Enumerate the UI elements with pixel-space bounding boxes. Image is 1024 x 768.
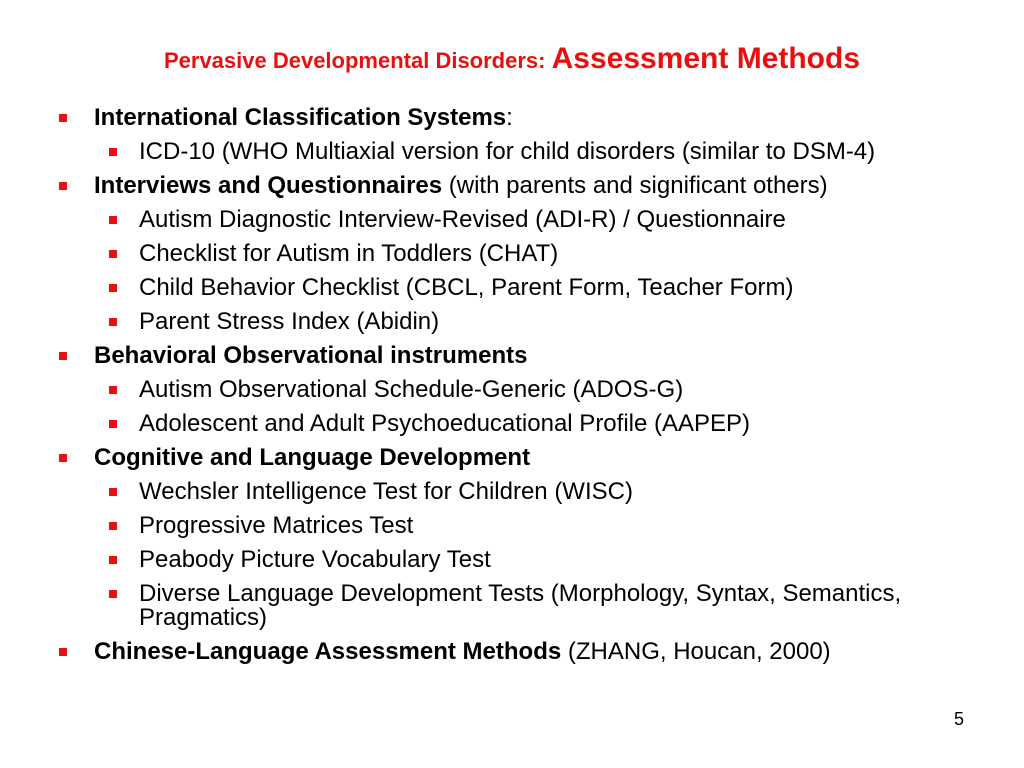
list-item-text: Progressive Matrices Test [139,512,414,539]
list-item [0,271,1024,305]
square-bullet-icon [59,648,67,656]
section-heading-text: Interviews and Questionnaires [94,172,443,199]
list-item-text: Diverse Language Development Tests (Morphology, Syntax, Semantics, Pragmatics) [139,580,902,631]
section-heading [0,169,1024,203]
list-item [0,237,1024,271]
list-item-text: Peabody Picture Vocabulary Test [139,546,491,573]
square-bullet-icon [59,114,67,122]
list-item [0,509,1024,543]
section-heading-text: Chinese-Language Assessment Methods [94,638,562,665]
section-heading [0,101,1024,135]
section-heading [0,339,1024,373]
square-bullet-icon [109,522,117,530]
section-heading-text: Behavioral Observational instruments [94,342,528,369]
list-item-text: Checklist for Autism in Toddlers (CHAT) [139,240,559,267]
list-item-text: ICD-10 (WHO Multiaxial version for child disorders (similar to DSM-4) [139,138,876,165]
list-item [0,543,1024,577]
section-heading [0,635,1024,669]
section-heading-note: (ZHANG, Houcan, 2000) [561,638,831,665]
square-bullet-icon [109,556,117,564]
square-bullet-icon [109,488,117,496]
list-item [0,140,1024,164]
slide-title-prefix: Pervasive Developmental Disorders: [163,48,552,73]
square-bullet-icon [109,590,117,598]
page-number: 5 [953,709,964,729]
list-item [0,373,1024,407]
section-heading [0,441,1024,475]
list-item [0,203,1024,237]
slide-title-main: Assessment Methods [551,42,861,75]
square-bullet-icon [109,216,117,224]
square-bullet-icon [59,182,67,190]
square-bullet-icon [109,420,117,428]
square-bullet-icon [109,318,117,326]
section-heading-note: (with parents and significant others) [442,172,828,199]
list-item [0,305,1024,339]
list-item-text: Wechsler Intelligence Test for Children (WISC) [139,478,633,505]
list-item-text: Child Behavior Checklist (CBCL, Parent Form, Teacher Form) [139,274,794,301]
slide-title [0,44,1024,74]
bullet-list [0,101,1024,669]
list-item-text: Autism Observational Schedule-Generic (ADOS-G) [139,376,684,403]
square-bullet-icon [109,250,117,258]
section-heading-text: International Classification Systems [94,104,507,131]
square-bullet-icon [59,454,67,462]
list-item [0,582,1024,630]
list-item-text: Autism Diagnostic Interview-Revised (ADI-R) / Questionnaire [139,206,786,233]
section-heading-note: : [506,104,513,131]
square-bullet-icon [109,284,117,292]
square-bullet-icon [109,386,117,394]
section-heading-text: Cognitive and Language Development [94,444,531,471]
list-item [0,407,1024,441]
square-bullet-icon [59,352,67,360]
square-bullet-icon [109,148,117,156]
list-item-text: Parent Stress Index (Abidin) [139,308,440,335]
list-item-text: Adolescent and Adult Psychoeducational Profile (AAPEP) [139,410,751,437]
list-item [0,475,1024,509]
